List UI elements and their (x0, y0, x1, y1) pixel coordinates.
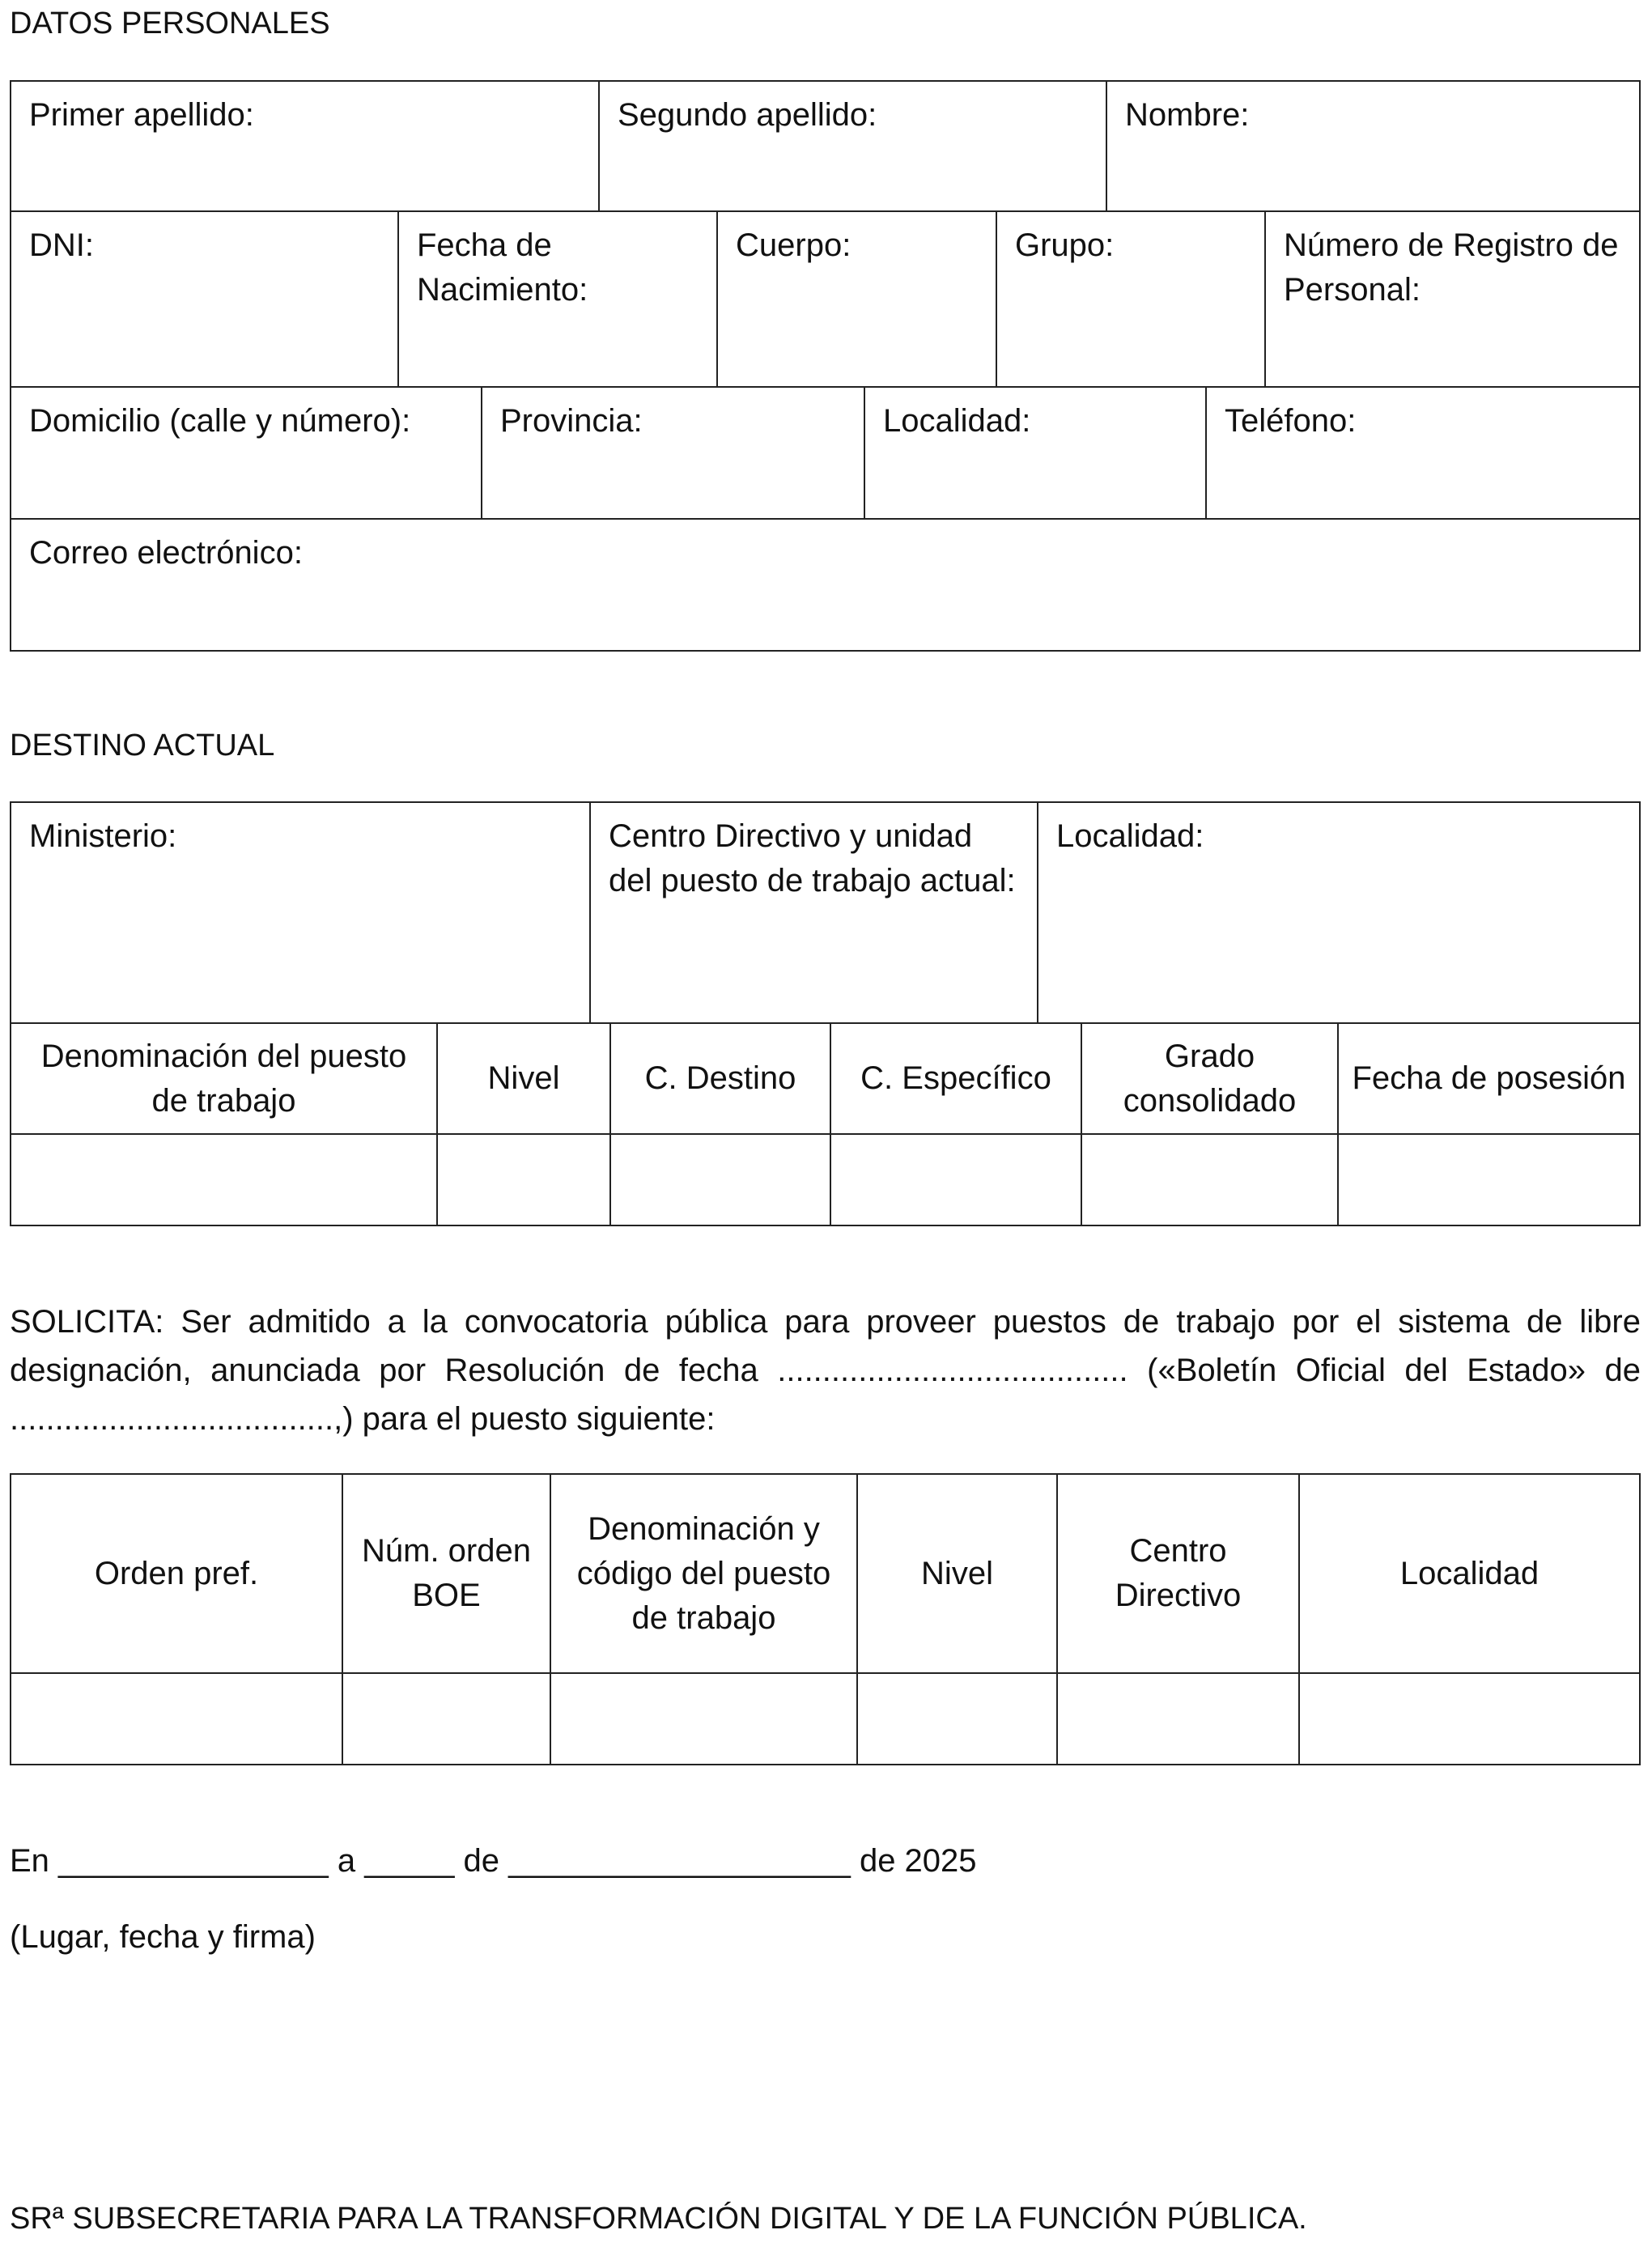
field-ministerio[interactable]: Ministerio: (11, 802, 590, 1023)
header-nivel: Nivel (857, 1474, 1057, 1673)
cell-input[interactable] (11, 1134, 437, 1225)
header-orden-pref: Orden pref. (11, 1474, 342, 1673)
section-heading-personal: DATOS PERSONALES (10, 6, 330, 40)
field-domicilio[interactable]: Domicilio (calle y número): (11, 387, 482, 519)
header-nivel: Nivel (437, 1023, 610, 1134)
header-denominacion: Denominación del puesto de trabajo (11, 1023, 437, 1134)
cell-input[interactable] (830, 1134, 1081, 1225)
firma-line[interactable]: En _______________ a _____ de ___________________ de 2025 (10, 1843, 977, 1879)
header-c-especifico: C. Específico (830, 1023, 1081, 1134)
header-num-orden-boe: Núm. orden BOE (342, 1474, 550, 1673)
section-heading-destino: DESTINO ACTUAL (10, 728, 275, 762)
field-provincia[interactable]: Provincia: (482, 387, 864, 519)
cell-input[interactable] (857, 1673, 1057, 1765)
field-fecha-nacimiento[interactable]: Fecha de Nacimiento: (398, 211, 717, 387)
field-grupo[interactable]: Grupo: (996, 211, 1265, 387)
cell-input[interactable] (1057, 1673, 1299, 1765)
cell-input[interactable] (610, 1134, 830, 1225)
header-denominacion-codigo: Denominación y código del puesto de trabajo (550, 1474, 857, 1673)
field-localidad-destino[interactable]: Localidad: (1038, 802, 1640, 1023)
personal-data-row3 (10, 386, 1641, 652)
header-fecha-posesion: Fecha de posesión (1338, 1023, 1640, 1134)
header-centro-directivo: Centro Directivo (1057, 1474, 1299, 1673)
puesto-solicitado-table (10, 1473, 1641, 1765)
cell-input[interactable] (1299, 1673, 1640, 1765)
firma-note: (Lugar, fecha y firma) (10, 1919, 316, 1955)
header-grado: Grado consolidado (1081, 1023, 1338, 1134)
cell-input[interactable] (437, 1134, 610, 1225)
field-localidad[interactable]: Localidad: (864, 387, 1206, 519)
cell-input[interactable] (342, 1673, 550, 1765)
destino-puesto-table (10, 1022, 1641, 1226)
field-correo[interactable]: Correo electrónico: (11, 519, 1640, 651)
cell-input[interactable] (1081, 1134, 1338, 1225)
footer-addressee: SRª SUBSECRETARIA PARA LA TRANSFORMACIÓN DIGITAL Y DE LA FUNCIÓN PÚBLICA. (10, 2202, 1307, 2236)
destino-table (10, 801, 1641, 1024)
field-segundo-apellido[interactable]: Segundo apellido: (599, 81, 1106, 211)
cell-input[interactable] (550, 1673, 857, 1765)
field-cuerpo[interactable]: Cuerpo: (717, 211, 996, 387)
personal-data-row2 (10, 210, 1641, 388)
field-primer-apellido[interactable]: Primer apellido: (11, 81, 599, 211)
solicita-paragraph: SOLICITA: Ser admitido a la convocatoria pública para proveer puestos de trabajo por el sistema de libre designación, anunciada por Resolución de fecha ....................................... («Boletín Oficial del Estado» de ....................................,) para el puesto siguiente: (10, 1304, 1641, 1437)
personal-data-table (10, 80, 1641, 212)
field-nombre[interactable]: Nombre: (1106, 81, 1640, 211)
header-localidad: Localidad (1299, 1474, 1640, 1673)
header-c-destino: C. Destino (610, 1023, 830, 1134)
cell-input[interactable] (1338, 1134, 1640, 1225)
field-centro-directivo[interactable]: Centro Directivo y unidad del puesto de trabajo actual: (590, 802, 1038, 1023)
field-dni[interactable]: DNI: (11, 211, 398, 387)
field-nrp[interactable]: Número de Registro de Personal: (1265, 211, 1640, 387)
cell-input[interactable] (11, 1673, 342, 1765)
field-telefono[interactable]: Teléfono: (1206, 387, 1640, 519)
